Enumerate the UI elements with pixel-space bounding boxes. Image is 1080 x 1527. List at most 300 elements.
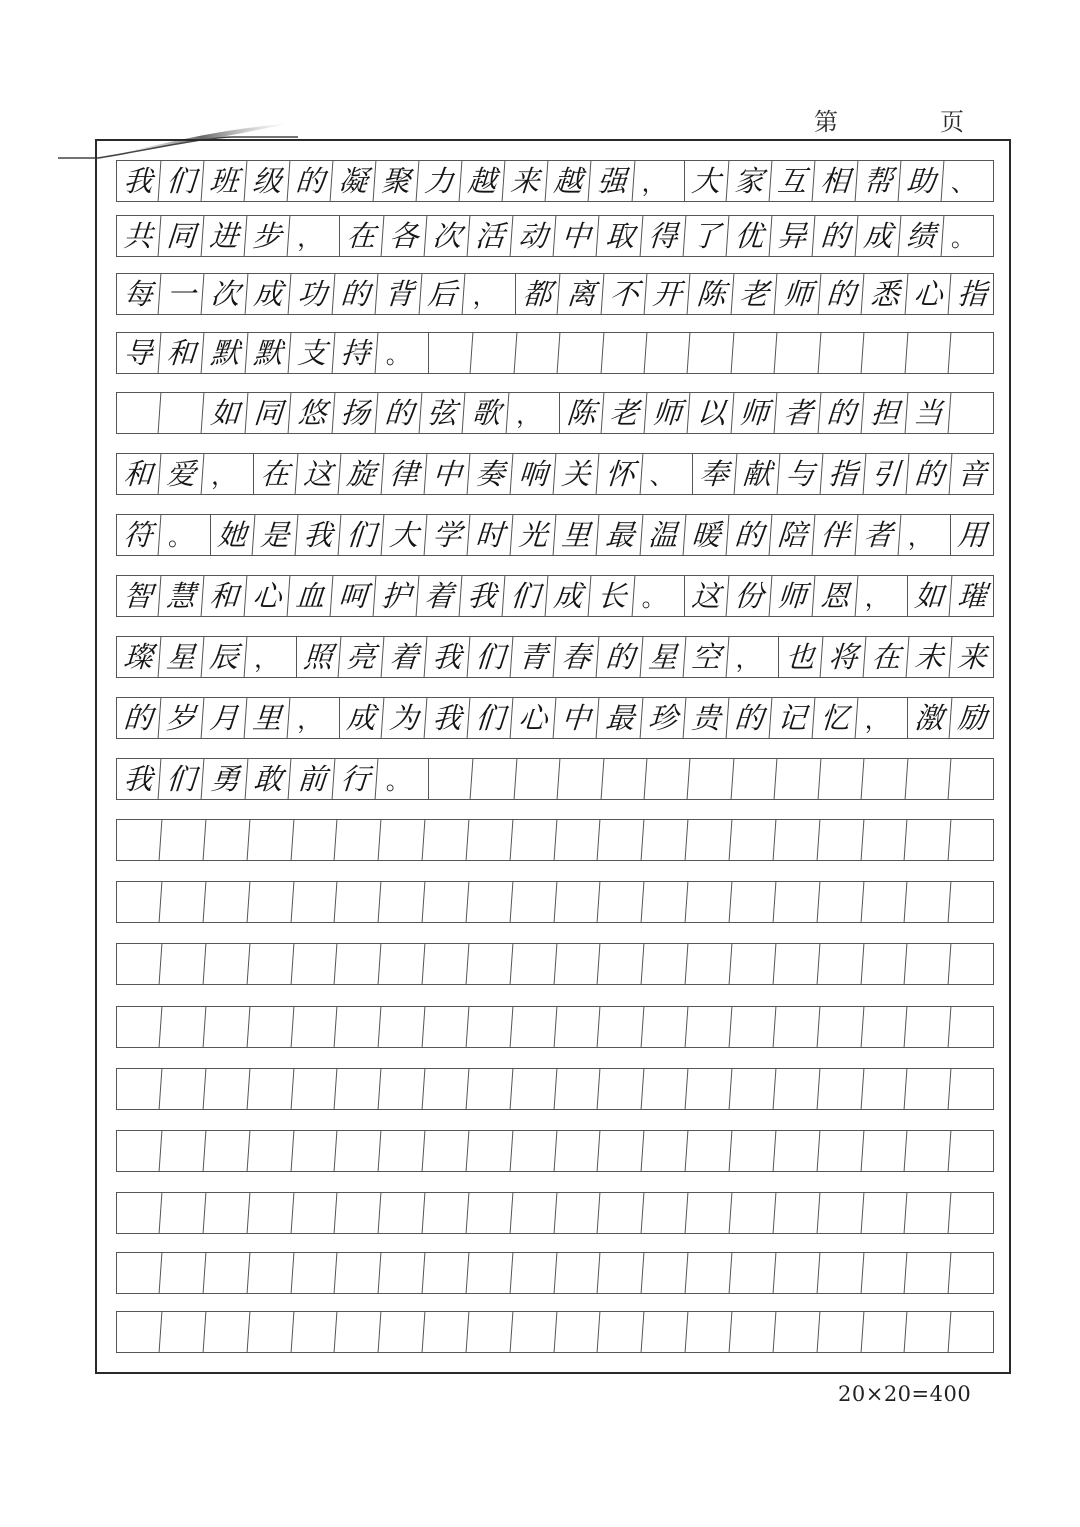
empty-grid-cell [905, 1007, 952, 1047]
empty-grid-cell [905, 944, 952, 984]
empty-grid-cell [773, 1007, 820, 1047]
handwritten-character-cell: 激 [906, 698, 952, 738]
handwritten-character-cell: 悠 [289, 393, 335, 433]
grid-row [116, 273, 994, 315]
handwritten-character-cell: 着 [382, 637, 428, 677]
empty-grid-cell [645, 333, 691, 373]
empty-grid-cell [247, 1069, 294, 1109]
empty-grid-cell [423, 882, 470, 922]
handwritten-character-cell: 光 [511, 515, 557, 555]
empty-grid-cell [686, 1069, 733, 1109]
page-number-label-suffix: 页 [940, 108, 964, 136]
handwritten-character-cell: 中 [554, 698, 600, 738]
empty-grid-cell [729, 1007, 776, 1047]
handwritten-character-cell: 成 [246, 274, 292, 314]
handwritten-character-cell: 着 [417, 576, 463, 616]
empty-grid-cell [159, 1131, 206, 1171]
handwritten-character-cell: 成 [855, 216, 901, 256]
empty-grid-cell [159, 1007, 206, 1047]
empty-grid-cell [379, 820, 426, 860]
handwritten-character-cell: 师 [769, 576, 815, 616]
empty-grid-cell [291, 820, 338, 860]
handwritten-character-cell: 照 [296, 637, 342, 677]
grid-row [116, 943, 994, 985]
empty-grid-cell [466, 1193, 513, 1233]
empty-grid-cell [247, 820, 294, 860]
handwritten-character-cell: 次 [203, 274, 249, 314]
empty-grid-cell [554, 1069, 601, 1109]
empty-grid-cell [861, 1131, 908, 1171]
handwritten-character-cell: 陪 [769, 515, 815, 555]
empty-grid-cell [773, 1193, 820, 1233]
handwritten-character-cell: 弦 [420, 393, 466, 433]
grid-row [116, 575, 994, 617]
empty-grid-cell [116, 1069, 163, 1109]
grid-capacity-label: 20×20=400 [838, 1382, 972, 1406]
handwritten-character-cell: 帮 [855, 161, 901, 201]
handwritten-character-cell: 凝 [331, 161, 377, 201]
empty-grid-cell [510, 944, 557, 984]
empty-grid-cell [116, 393, 162, 433]
handwritten-character-cell: 歌 [463, 393, 509, 433]
empty-grid-cell [116, 882, 163, 922]
handwritten-character-cell: 星 [159, 637, 205, 677]
grid-row [116, 1006, 994, 1048]
empty-grid-cell [466, 944, 513, 984]
handwritten-character-cell: 奏 [468, 454, 514, 494]
handwritten-character-cell: 默 [246, 333, 292, 373]
handwritten-character-cell: 为 [382, 698, 428, 738]
handwritten-character-cell: 最 [597, 698, 643, 738]
empty-grid-cell [775, 759, 821, 799]
empty-grid-cell [554, 820, 601, 860]
empty-grid-cell [515, 333, 561, 373]
empty-grid-cell [686, 820, 733, 860]
empty-grid-cell [423, 944, 470, 984]
empty-grid-cell [510, 882, 557, 922]
handwritten-character-cell: 强 [589, 161, 635, 201]
grid-row [116, 697, 994, 739]
handwritten-character-cell: 是 [253, 515, 299, 555]
empty-grid-cell [949, 944, 995, 984]
empty-grid-cell [817, 820, 864, 860]
empty-grid-cell [686, 882, 733, 922]
handwritten-character-cell: 血 [288, 576, 334, 616]
handwritten-character-cell: 关 [554, 454, 600, 494]
empty-grid-cell [861, 1069, 908, 1109]
empty-grid-cell [379, 1069, 426, 1109]
handwritten-character-cell: 如 [203, 393, 249, 433]
handwritten-character-cell: 级 [245, 161, 291, 201]
empty-grid-cell [335, 882, 382, 922]
empty-grid-cell [949, 882, 995, 922]
empty-grid-cell [949, 1253, 995, 1293]
empty-grid-cell [203, 1131, 250, 1171]
handwritten-character-cell: 她 [210, 515, 256, 555]
empty-grid-cell [686, 1193, 733, 1233]
handwritten-character-cell: 、 [642, 454, 693, 494]
handwritten-character-cell: 的 [906, 454, 952, 494]
handwritten-character-cell: 敢 [246, 759, 292, 799]
empty-grid-cell [732, 333, 778, 373]
empty-grid-cell [906, 333, 952, 373]
handwritten-character-cell: 如 [906, 576, 952, 616]
handwritten-character-cell: 响 [511, 454, 557, 494]
handwritten-character-cell: ， [508, 393, 559, 433]
empty-grid-cell [159, 393, 205, 433]
handwritten-character-cell: 了 [683, 216, 729, 256]
empty-grid-cell [247, 1007, 294, 1047]
grid-row [116, 514, 994, 556]
handwritten-character-cell: 者 [855, 515, 901, 555]
empty-grid-cell [729, 944, 776, 984]
handwritten-character-cell: 未 [906, 637, 952, 677]
handwritten-character-cell: 不 [602, 274, 648, 314]
empty-grid-cell [291, 1312, 338, 1352]
composition-paper-frame [95, 139, 1011, 1374]
empty-grid-cell [203, 882, 250, 922]
handwritten-character-cell: 同 [159, 216, 205, 256]
empty-grid-cell [642, 1253, 689, 1293]
handwritten-character-cell: 亮 [339, 637, 385, 677]
empty-grid-cell [642, 1007, 689, 1047]
empty-grid-cell [510, 1253, 557, 1293]
empty-grid-cell [466, 1253, 513, 1293]
empty-grid-cell [905, 1193, 952, 1233]
handwritten-character-cell: 音 [956, 456, 988, 491]
empty-grid-cell [598, 820, 645, 860]
empty-grid-cell [949, 393, 994, 433]
empty-grid-cell [466, 882, 513, 922]
empty-grid-cell [905, 820, 952, 860]
empty-grid-cell [598, 944, 645, 984]
handwritten-character-cell: 指 [820, 454, 866, 494]
handwritten-character-cell: 长 [589, 576, 635, 616]
empty-grid-cell [247, 1312, 294, 1352]
page-header [0, 100, 1080, 136]
handwritten-character-cell: 相 [812, 161, 858, 201]
handwritten-character-cell: 的 [597, 637, 643, 677]
empty-grid-cell [949, 1312, 995, 1352]
empty-grid-cell [642, 1193, 689, 1233]
empty-grid-cell [905, 1312, 952, 1352]
empty-grid-cell [423, 1312, 470, 1352]
handwritten-character-cell: 璀 [956, 578, 988, 613]
handwritten-character-cell: 们 [468, 637, 514, 677]
empty-grid-cell [116, 1007, 163, 1047]
empty-grid-cell [861, 1007, 908, 1047]
grid-row [116, 332, 994, 374]
empty-grid-cell [817, 1007, 864, 1047]
handwritten-character-cell: 的 [726, 515, 772, 555]
empty-grid-cell [291, 1131, 338, 1171]
handwritten-character-cell: 星 [640, 637, 686, 677]
handwritten-character-cell: 互 [769, 161, 815, 201]
handwritten-character-cell: 青 [511, 637, 557, 677]
empty-grid-cell [817, 1193, 864, 1233]
empty-grid-cell [116, 1312, 163, 1352]
empty-grid-cell [558, 333, 604, 373]
handwritten-character-cell: 律 [382, 454, 428, 494]
empty-grid-cell [642, 820, 689, 860]
empty-grid-cell [729, 882, 776, 922]
empty-grid-cell [642, 1312, 689, 1352]
handwritten-character-cell: 得 [640, 216, 686, 256]
empty-grid-cell [729, 1312, 776, 1352]
handwritten-character-cell: 取 [597, 216, 643, 256]
handwritten-character-cell: 辰 [202, 637, 248, 677]
handwritten-character-cell: 忆 [812, 698, 858, 738]
empty-grid-cell [773, 882, 820, 922]
handwritten-character-cell: 与 [777, 454, 823, 494]
empty-grid-cell [116, 1131, 163, 1171]
empty-grid-cell [466, 1069, 513, 1109]
handwritten-character-cell: 励 [956, 700, 988, 735]
empty-grid-cell [732, 759, 778, 799]
handwritten-character-cell: 在 [863, 637, 909, 677]
empty-grid-cell [773, 1131, 820, 1171]
empty-grid-cell [423, 820, 470, 860]
handwritten-character-cell: 大 [683, 161, 729, 201]
handwritten-character-cell: ， [857, 698, 908, 738]
handwritten-character-cell: 时 [468, 515, 514, 555]
empty-grid-cell [203, 820, 250, 860]
empty-grid-cell [817, 882, 864, 922]
empty-grid-cell [773, 1069, 820, 1109]
empty-grid-cell [510, 1069, 557, 1109]
handwritten-character-cell: 越 [460, 161, 506, 201]
grid-row [116, 215, 994, 257]
empty-grid-cell [423, 1253, 470, 1293]
handwritten-character-cell: 各 [382, 216, 428, 256]
empty-grid-cell [247, 944, 294, 984]
handwritten-character-cell: 优 [726, 216, 772, 256]
handwritten-character-cell: 支 [289, 333, 335, 373]
empty-grid-cell [379, 1131, 426, 1171]
handwritten-character-cell: 成 [546, 576, 592, 616]
handwritten-character-cell: 、 [950, 169, 975, 197]
grid-row [116, 1252, 994, 1294]
empty-grid-cell [554, 944, 601, 984]
empty-grid-cell [510, 1131, 557, 1171]
empty-grid-cell [379, 1253, 426, 1293]
empty-grid-cell [817, 1131, 864, 1171]
empty-grid-cell [554, 882, 601, 922]
empty-grid-cell [554, 1312, 601, 1352]
handwritten-character-cell: 这 [296, 454, 342, 494]
handwritten-character-cell: 们 [159, 161, 205, 201]
empty-grid-cell [642, 1131, 689, 1171]
empty-grid-cell [949, 1007, 995, 1047]
empty-grid-cell [598, 1193, 645, 1233]
handwritten-character-cell: 功 [289, 274, 335, 314]
empty-grid-cell [686, 1007, 733, 1047]
empty-grid-cell [554, 1131, 601, 1171]
handwritten-character-cell: 心 [906, 274, 952, 314]
handwritten-character-cell: 师 [732, 393, 778, 433]
handwritten-character-cell: 我 [460, 576, 506, 616]
handwritten-character-cell: 温 [640, 515, 686, 555]
empty-grid-cell [773, 820, 820, 860]
empty-grid-cell [247, 1131, 294, 1171]
handwritten-character-cell: 一 [159, 274, 205, 314]
empty-grid-cell [510, 1007, 557, 1047]
empty-grid-cell [686, 944, 733, 984]
empty-grid-cell [729, 820, 776, 860]
handwritten-character-cell: 力 [417, 161, 463, 201]
empty-grid-cell [688, 333, 734, 373]
handwritten-character-cell: 们 [339, 515, 385, 555]
handwritten-character-cell: 的 [812, 216, 858, 256]
grid-row [116, 636, 994, 678]
handwritten-character-cell: 聚 [374, 161, 420, 201]
handwritten-character-cell: 。 [160, 515, 211, 555]
empty-grid-cell [861, 1312, 908, 1352]
empty-grid-cell [862, 759, 908, 799]
handwritten-character-cell: 以 [688, 393, 734, 433]
empty-grid-cell [423, 1069, 470, 1109]
empty-grid-cell [862, 333, 908, 373]
handwritten-character-cell: 来 [503, 161, 549, 201]
empty-grid-cell [686, 1312, 733, 1352]
handwritten-character-cell: 的 [288, 161, 334, 201]
empty-grid-cell [159, 882, 206, 922]
empty-grid-cell [247, 1253, 294, 1293]
handwritten-character-cell: 璨 [116, 637, 162, 677]
handwritten-character-cell: 也 [777, 637, 823, 677]
grid-row [116, 1311, 994, 1353]
handwritten-character-cell: 行 [333, 759, 379, 799]
empty-grid-cell [291, 1253, 338, 1293]
empty-grid-cell [291, 882, 338, 922]
empty-grid-cell [642, 1069, 689, 1109]
handwritten-character-cell: 奉 [691, 454, 737, 494]
handwritten-character-cell: 心 [511, 698, 557, 738]
empty-grid-cell [775, 333, 821, 373]
handwritten-character-cell: 岁 [159, 698, 205, 738]
handwritten-character-cell: 和 [116, 454, 162, 494]
empty-grid-cell [510, 1193, 557, 1233]
handwritten-character-cell: 扬 [333, 393, 379, 433]
grid-row [116, 758, 994, 800]
empty-grid-cell [379, 1312, 426, 1352]
grid-row [116, 1130, 994, 1172]
empty-grid-cell [466, 1312, 513, 1352]
empty-grid-cell [159, 1312, 206, 1352]
empty-grid-cell [428, 759, 474, 799]
empty-grid-cell [949, 1069, 995, 1109]
handwritten-character-cell: 我 [296, 515, 342, 555]
empty-grid-cell [598, 1069, 645, 1109]
handwritten-character-cell: 和 [202, 576, 248, 616]
handwritten-character-cell: ， [203, 454, 254, 494]
empty-grid-cell [291, 1193, 338, 1233]
handwritten-character-cell: 这 [683, 576, 729, 616]
empty-grid-cell [116, 944, 163, 984]
empty-grid-cell [598, 1131, 645, 1171]
handwritten-character-cell: 智 [116, 576, 162, 616]
empty-grid-cell [817, 1069, 864, 1109]
empty-grid-cell [905, 882, 952, 922]
empty-grid-cell [203, 1007, 250, 1047]
empty-grid-cell [558, 759, 604, 799]
handwritten-character-cell: ， [857, 576, 908, 616]
handwritten-character-cell: 呵 [331, 576, 377, 616]
empty-grid-cell [598, 1312, 645, 1352]
empty-grid-cell [642, 882, 689, 922]
handwritten-character-cell: 陈 [688, 274, 734, 314]
empty-grid-cell [379, 882, 426, 922]
empty-grid-cell [159, 820, 206, 860]
handwritten-character-cell: ， [900, 515, 951, 555]
handwritten-character-cell: 来 [956, 639, 988, 674]
handwritten-character-cell: ， [465, 274, 516, 314]
handwritten-character-cell: 中 [554, 216, 600, 256]
empty-grid-cell [335, 944, 382, 984]
handwritten-character-cell: 步 [245, 216, 291, 256]
handwritten-character-cell: 担 [862, 393, 908, 433]
grid-row [116, 1192, 994, 1234]
empty-grid-cell [159, 1253, 206, 1293]
handwritten-character-cell: 老 [602, 393, 648, 433]
handwritten-character-cell: 大 [382, 515, 428, 555]
empty-grid-cell [379, 944, 426, 984]
handwritten-character-cell: 前 [289, 759, 335, 799]
empty-grid-cell [817, 1253, 864, 1293]
empty-grid-cell [905, 1069, 952, 1109]
empty-grid-cell [861, 1253, 908, 1293]
handwritten-character-cell: 越 [546, 161, 592, 201]
empty-grid-cell [861, 820, 908, 860]
handwritten-character-cell: 指 [956, 276, 988, 311]
empty-grid-cell [686, 1253, 733, 1293]
empty-grid-cell [598, 1253, 645, 1293]
empty-grid-cell [554, 1253, 601, 1293]
empty-grid-cell [645, 759, 691, 799]
empty-grid-cell [203, 1312, 250, 1352]
handwritten-character-cell: 的 [376, 393, 422, 433]
empty-grid-cell [159, 1193, 206, 1233]
empty-grid-cell [379, 1007, 426, 1047]
empty-grid-cell [335, 1193, 382, 1233]
handwritten-character-cell: 成 [339, 698, 385, 738]
empty-grid-cell [729, 1069, 776, 1109]
empty-grid-cell [510, 1312, 557, 1352]
handwritten-character-cell: 背 [376, 274, 422, 314]
empty-grid-cell [335, 1131, 382, 1171]
empty-grid-cell [598, 882, 645, 922]
handwritten-character-cell: 份 [726, 576, 772, 616]
handwritten-character-cell: 。 [950, 224, 975, 252]
grid-row [116, 392, 994, 434]
handwritten-character-cell: 们 [159, 759, 205, 799]
empty-grid-cell [602, 759, 648, 799]
handwritten-character-cell: 将 [820, 637, 866, 677]
empty-grid-cell [291, 1069, 338, 1109]
handwritten-character-cell: 助 [898, 161, 944, 201]
handwritten-character-cell: 当 [906, 393, 952, 433]
handwritten-character-cell: 护 [374, 576, 420, 616]
handwritten-character-cell: 班 [202, 161, 248, 201]
empty-grid-cell [203, 1253, 250, 1293]
handwritten-character-cell: 进 [202, 216, 248, 256]
empty-grid-cell [159, 1069, 206, 1109]
handwritten-character-cell: 勇 [203, 759, 249, 799]
empty-grid-cell [335, 1007, 382, 1047]
empty-grid-cell [817, 1312, 864, 1352]
handwritten-character-cell: 空 [683, 637, 729, 677]
empty-grid-cell [116, 1193, 163, 1233]
